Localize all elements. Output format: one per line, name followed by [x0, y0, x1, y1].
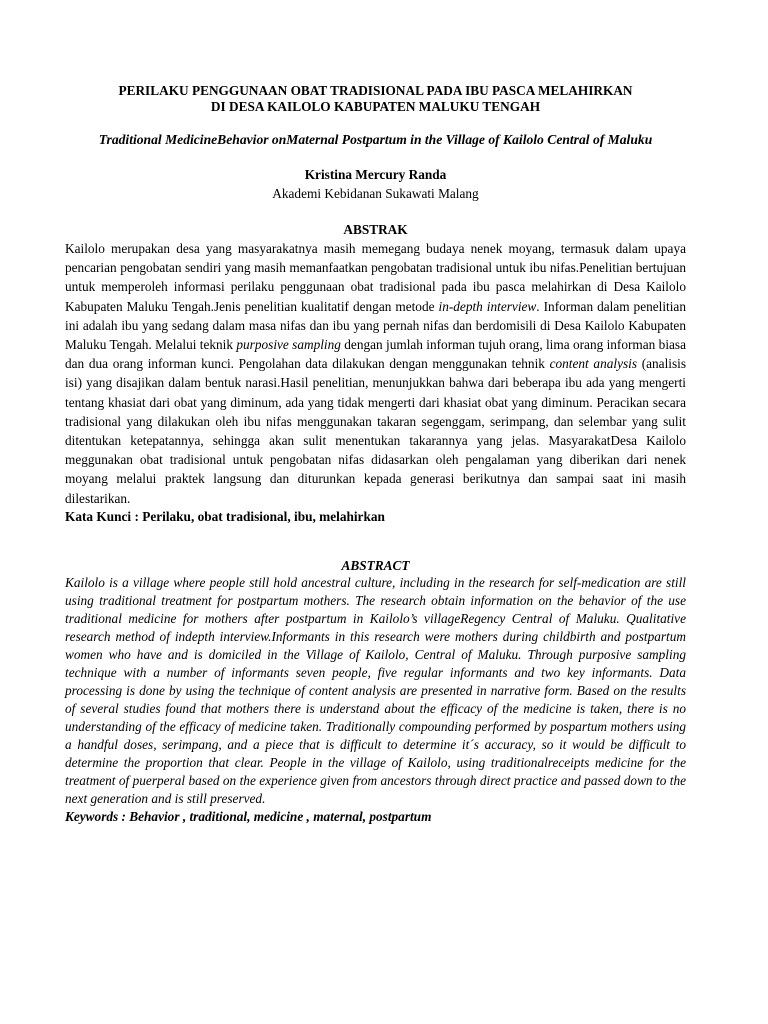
title-line-2: DI DESA KAILOLO KABUPATEN MALUKU TENGAH	[210, 99, 541, 114]
abstract-keywords: Keywords : Behavior , traditional, medicine , maternal, postpartum	[65, 808, 432, 824]
abstrak-body	[65, 239, 686, 508]
title-line-1: PERILAKU PENGGUNAAN OBAT TRADISIONAL PADA IBU PASCA MELAHIRKAN	[118, 83, 633, 98]
abstrak-text-2: . Informan dalam penelitian ini adalah ibu yang sedang dalam masa nifas dan ibu yang pernah nifas dan berdomisili di Desa Kailolo Kabupaten Maluku Tengah. Melalui teknik	[65, 298, 686, 353]
abstract-heading: ABSTRACT	[341, 557, 410, 573]
abstrak-term-purposive-sampling: purposive sampling	[236, 337, 341, 353]
abstrak-term-content-analysis: content analysis	[549, 356, 638, 372]
abstrak-text-4: (analisis isi) yang disajikan dalam bentuk narasi.Hasil penelitian, menunjukkan bahwa dari beberapa ibu ada yang mengerti tentang khasiat dari obat yang diminum, ada yang tidak mengerti dari khasiat obat yang diminum. Peracikan secara tradisional yang dilakukan oleh ibu nifas menggunakan takaran segenggam, serimpang, dan selembar yang sulit ditentukan ketepatannya, sehingga akan sulit menentukan takarannya yang jelas. MasyarakatDesa Kailolo meggunakan obat tradisional untuk pengobatan nifas didasarkan oleh pengalaman yang diberikan dari nenek moyang melalui praktek langsung dan diturunkan kepada generasi berikutnya dan sampai saat ini masih dilestarikan.	[65, 356, 687, 506]
abstrak-text-3: dengan jumlah informan tujuh orang, lima orang informan biasa dan dua orang informan kunci. Pengolahan data dilakukan dengan menggunakan tehnik	[65, 337, 686, 372]
abstrak-heading: ABSTRAK	[343, 222, 408, 237]
paper-subtitle: Traditional MedicineBehavior onMaternal Postpartum in the Village of Kailolo Central of Maluku	[98, 132, 653, 147]
paper-page	[65, 83, 686, 826]
author-affiliation: Akademi Kebidanan Sukawati Malang	[272, 186, 479, 201]
abstrak-text-1: Kailolo merupakan desa yang masyarakatnya masih memegang budaya nenek moyang, termasuk dalam upaya pencarian pengobatan sendiri yang masih memanfaatkan pengobatan tradisional untuk ibu nifas.Penelitian bertujuan untuk memperoleh informasi perilaku penggunaan obat tradisional pada ibu pasca melahirkan di Desa Kailolo Kabupaten Maluku Tengah.Jenis penelitian kualitatif dengan metode	[65, 241, 686, 314]
author-name: Kristina Mercury Randa	[304, 167, 447, 182]
paper-title	[65, 83, 686, 115]
abstrak-term-in-depth-interview: in-depth interview	[438, 298, 537, 314]
abstract-body: Kailolo is a village where people still hold ancestral culture, including in the research for self-medication are still using traditional treatment for postpartum mothers. The research obtain information on the behavior of the use traditional medicine for mothers after postpartum in Kailolo’s villageRegency Central of Maluku. Qualitative research method of indepth interview.Informants in this research were mothers during childbirth and postpartum women who have and is domiciled in the Village of Kailolo, Central of Maluku. Through purposive sampling technique with a number of informants seven people, five regular informants and two key informants. Data processing is done by using the technique of content analysis are presented in narrative form. Based on the results of several studies found that mothers there is understand about the efficacy of the medicine is taken, there is no understanding of the efficacy of medicine taken. Traditionally compounding performed by pospartum mothers using a handful doses, serimpang, and a piece that is difficult to determine it´s accuracy, so it would be difficult to determine the proportion that clear. People in the village of Kailolo, using traditionalreceipts medicine for the treatment of puerperal based on the experience given from ancestors through direct practice and passed down to the next generation and is still preserved.	[65, 574, 686, 806]
abstrak-keywords: Kata Kunci : Perilaku, obat tradisional, ibu, melahirkan	[65, 508, 385, 524]
